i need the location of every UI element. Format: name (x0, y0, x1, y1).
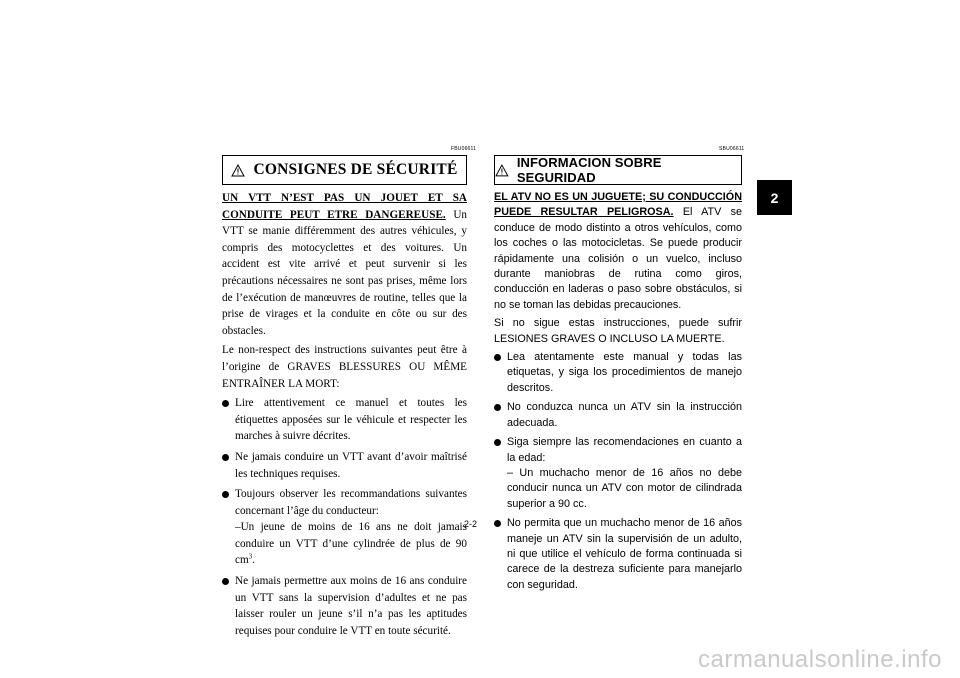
bullet-icon (222, 454, 229, 461)
spanish-body (494, 190, 742, 597)
spanish-intro-warning: EL ATV NO ES UN JUGUETE; SU CONDUCCIÓN PUEDE RESULTAR PELIGROSA. (494, 191, 742, 219)
french-bullet-list (222, 395, 467, 639)
spanish-section-title: INFORMACION SOBRE SEGURIDAD (516, 155, 662, 185)
list-item: Lire attentivement ce manuel et toutes les étiquettes apposées sur le véhicule et respecter les marches à suivre décrites. (222, 395, 467, 445)
section-code-french: FBU06611 (451, 146, 477, 152)
bullet-icon (494, 439, 501, 446)
bullet-icon (222, 491, 229, 498)
list-item: Toujours observer les recommandations suivantes concernant l’âge du conducteur: –Un jeune de moins de 16 ans ne doit jamais conduire un VTT d’une cylindrée de plus de 90 $cm^3$. (222, 486, 467, 569)
bullet-icon (494, 520, 501, 527)
spanish-age-rule: – Un muchacho menor de 16 años no debe conducir nunca un ATV con motor de cilindrada superior a 90 cc. (507, 466, 742, 510)
chapter-tab (757, 180, 792, 215)
warning-triangle-icon (231, 164, 245, 177)
bullet-icon (222, 578, 229, 585)
spanish-section-header (494, 155, 742, 185)
chapter-number: 2 (770, 189, 779, 206)
french-intro-paragraph (222, 190, 467, 339)
list-item: Siga siempre las recomendaciones en cuanto a la edad: – Un muchacho menor de 16 años no debe conducir nunca un ATV con motor de cilindrada superior a 90 cc. (494, 435, 742, 512)
french-intro-text: Un VTT se manie différemment des autres véhicules, y compris des motocyclettes et des voitures. Un accident est vite arrivé et peut survenir si les précautions nécessaires ne sont pas prises, même lors de l’exécution de manœuvres de routine, telles que la prise de virages et la conduite en côte ou sur des obstacles. (222, 208, 467, 337)
french-intro-warning: UN VTT N’EST PAS UN JOUET ET SA CONDUITE PEUT ETRE DANGEREUSE. (222, 192, 467, 221)
french-age-rule: –Un jeune de moins de 16 ans ne doit jamais conduire un VTT d’une cylindrée de plus de 90 $cm^3$. (235, 521, 467, 567)
bullet-icon (494, 404, 501, 411)
bullet-icon (494, 354, 501, 361)
list-item: Ne jamais conduire un VTT avant d’avoir maîtrisé les techniques requises. (222, 449, 467, 482)
warning-triangle-icon (495, 164, 509, 177)
spanish-intro-paragraph (494, 190, 742, 313)
list-item: Lea atentamente este manual y todas las etiquetas, y siga los procedimientos de manejo descritos. (494, 350, 742, 396)
bullet-icon (222, 400, 229, 407)
french-section-title: CONSIGNES DE SÉCURITÉ (253, 161, 458, 178)
french-section-header (222, 155, 467, 185)
spanish-intro-text: El ATV se conduce de modo distinto a otros vehículos, como los coches o las motocicletas. Se puede producir rápidamente una colisión o un vuelco, incluso durante maniobras de rutina como giros, conducción en laderas o paso sobre obstáculos, si no se toman las debidas precauciones. (494, 206, 743, 311)
french-body (222, 190, 467, 643)
watermark: carmanualsonline.info (698, 646, 942, 673)
spanish-warning-paragraph: Si no sigue estas instrucciones, puede sufrir LESIONES GRAVES O INCLUSO LA MUERTE. (494, 317, 742, 345)
page-number: 2-2 (464, 519, 478, 529)
list-item: Ne jamais permettre aux moins de 16 ans conduire un VTT sans la supervision d’adultes et ne pas laisser rouler un jeune s’il n’a pas les aptitudes requises pour conduire le VTT en toute sécurité. (222, 573, 467, 639)
list-item: No permita que un muchacho menor de 16 años maneje un ATV sin la supervisión de un adulto, ni que utilice el vehículo de forma continuada si carece de la destreza suficiente para manejarlo con seguridad. (494, 516, 742, 593)
spanish-bullet-list (494, 350, 742, 593)
section-code-spanish: SBU06611 (719, 146, 745, 152)
list-item: No conduzca nunca un ATV sin la instrucción adecuada. (494, 400, 742, 431)
french-warning-paragraph: Le non-respect des instructions suivantes peut être à l’origine de GRAVES BLESSURES OU MÊME ENTRAÎNER LA MORT: (222, 344, 467, 390)
